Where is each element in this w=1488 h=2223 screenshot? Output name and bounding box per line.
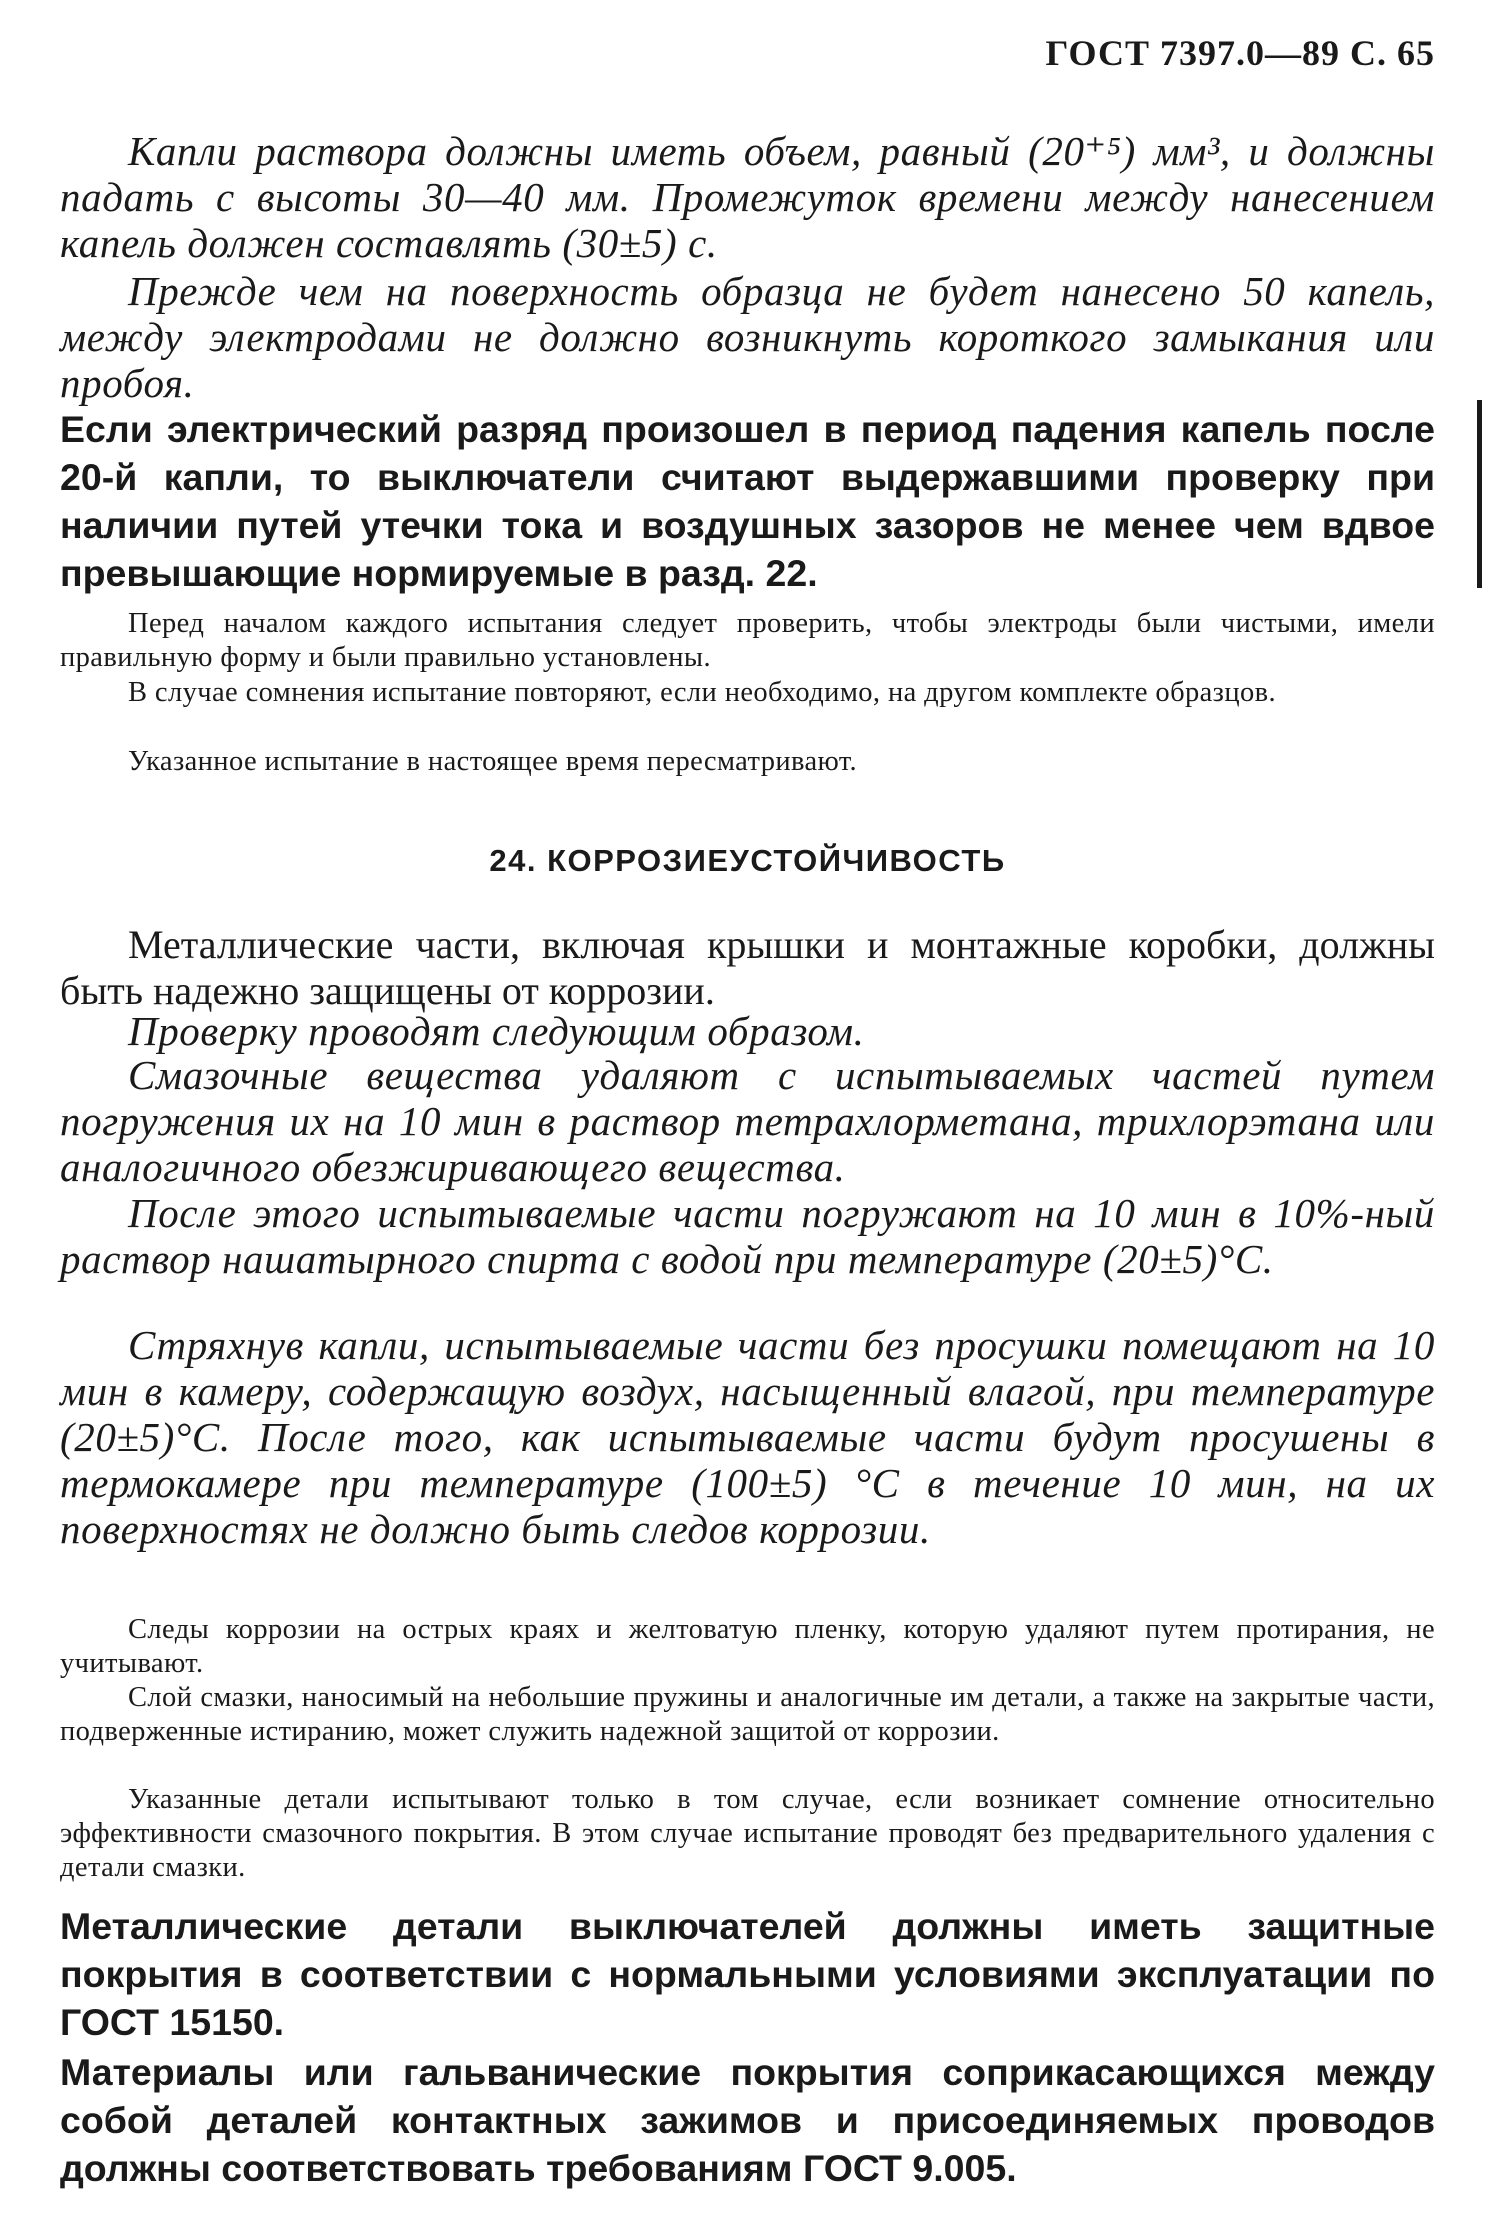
note-lubricant-test: Указанные детали испытывают только в том случае, если возникает сомнение относительно эффективности смазочного покрытия. В этом случае испытание проводят без предварительного удаления с детали смазки. bbox=[60, 1784, 1435, 1883]
paragraph-degreasing: Смазочные вещества удаляют с испытываемых частей путем погружения их на 10 мин в раствор тетрахлорметана, трихлорэтана или аналогичного обезжиривающего вещества. bbox=[60, 1052, 1435, 1190]
document-page bbox=[60, 0, 1435, 2223]
paragraph-drop-volume: Капли раствора должны иметь объем, равный (20⁺⁵) мм³, и должны падать с высоты 30—40 мм. Промежуток времени между нанесением капель должен составлять (30±5) с. bbox=[60, 128, 1435, 266]
paragraph-fifty-drops: Прежде чем на поверхность образца не будет нанесено 50 капель, между электродами не должно возникнуть короткого замыкания или пробоя. bbox=[60, 268, 1435, 406]
change-margin-bar bbox=[1477, 400, 1482, 588]
note-lubricant-layer: Слой смазки, наносимый на небольшие пружины и аналогичные им детали, а также на закрытые части, подверженные истиранию, может служить надежной защитой от коррозии. bbox=[60, 1682, 1435, 1747]
paragraph-metal-parts: Металлические части, включая крышки и монтажные коробки, должны быть надежно защищены от коррозии. bbox=[60, 922, 1435, 1013]
section-heading: 24. КОРРОЗИЕУСТОЙЧИВОСТЬ bbox=[489, 843, 1006, 878]
paragraph-protective-coatings: Металлические детали выключателей должны иметь защитные покрытия в соответствии с нормальными условиями эксплуатации по ГОСТ 15150. bbox=[60, 1905, 1435, 2043]
note-electrodes-check: Перед началом каждого испытания следует проверить, чтобы электроды были чистыми, имели правильную форму и были правильно установлены. bbox=[60, 608, 1435, 673]
paragraph-electric-discharge: Если электрический разряд произошел в период падения капель после 20-й капли, то выключатели считают выдержавшими проверку при наличии путей утечки тока и воздушных зазоров не менее чем вдвое превышающие нормируемые в разд. 22. bbox=[60, 408, 1435, 594]
note-under-revision: Указанное испытание в настоящее время пересматривают. bbox=[128, 746, 858, 777]
running-header: ГОСТ 7397.0—89 С. 65 bbox=[1045, 33, 1435, 73]
paragraph-galvanic-coatings: Материалы или гальванические покрытия соприкасающихся между собой деталей контактных зажимов и присоединяемых проводов должны соответствовать требованиям ГОСТ 9.005. bbox=[60, 2051, 1435, 2189]
paragraph-ammonia-immersion: После этого испытываемые части погружают на 10 мин в 10%-ный раствор нашатырного спирта с водой при температуре (20±5)°С. bbox=[60, 1190, 1435, 1282]
note-corrosion-traces: Следы коррозии на острых краях и желтоватую пленку, которую удаляют путем протирания, не учитывают. bbox=[60, 1614, 1435, 1679]
paragraph-check-procedure: Проверку проводят следующим образом. bbox=[128, 1008, 865, 1054]
note-repeat-test: В случае сомнения испытание повторяют, если необходимо, на другом комплекте образцов. bbox=[128, 677, 1277, 708]
paragraph-humidity-chamber: Стряхнув капли, испытываемые части без просушки помещают на 10 мин в камеру, содержащую воздух, насыщенный влагой, при температуре (20±5)°С. После того, как испытываемые части будут просушены в термокамере при температуре (100±5) °С в течение 10 мин, на их поверхностях не должно быть следов коррозии. bbox=[60, 1322, 1435, 1552]
